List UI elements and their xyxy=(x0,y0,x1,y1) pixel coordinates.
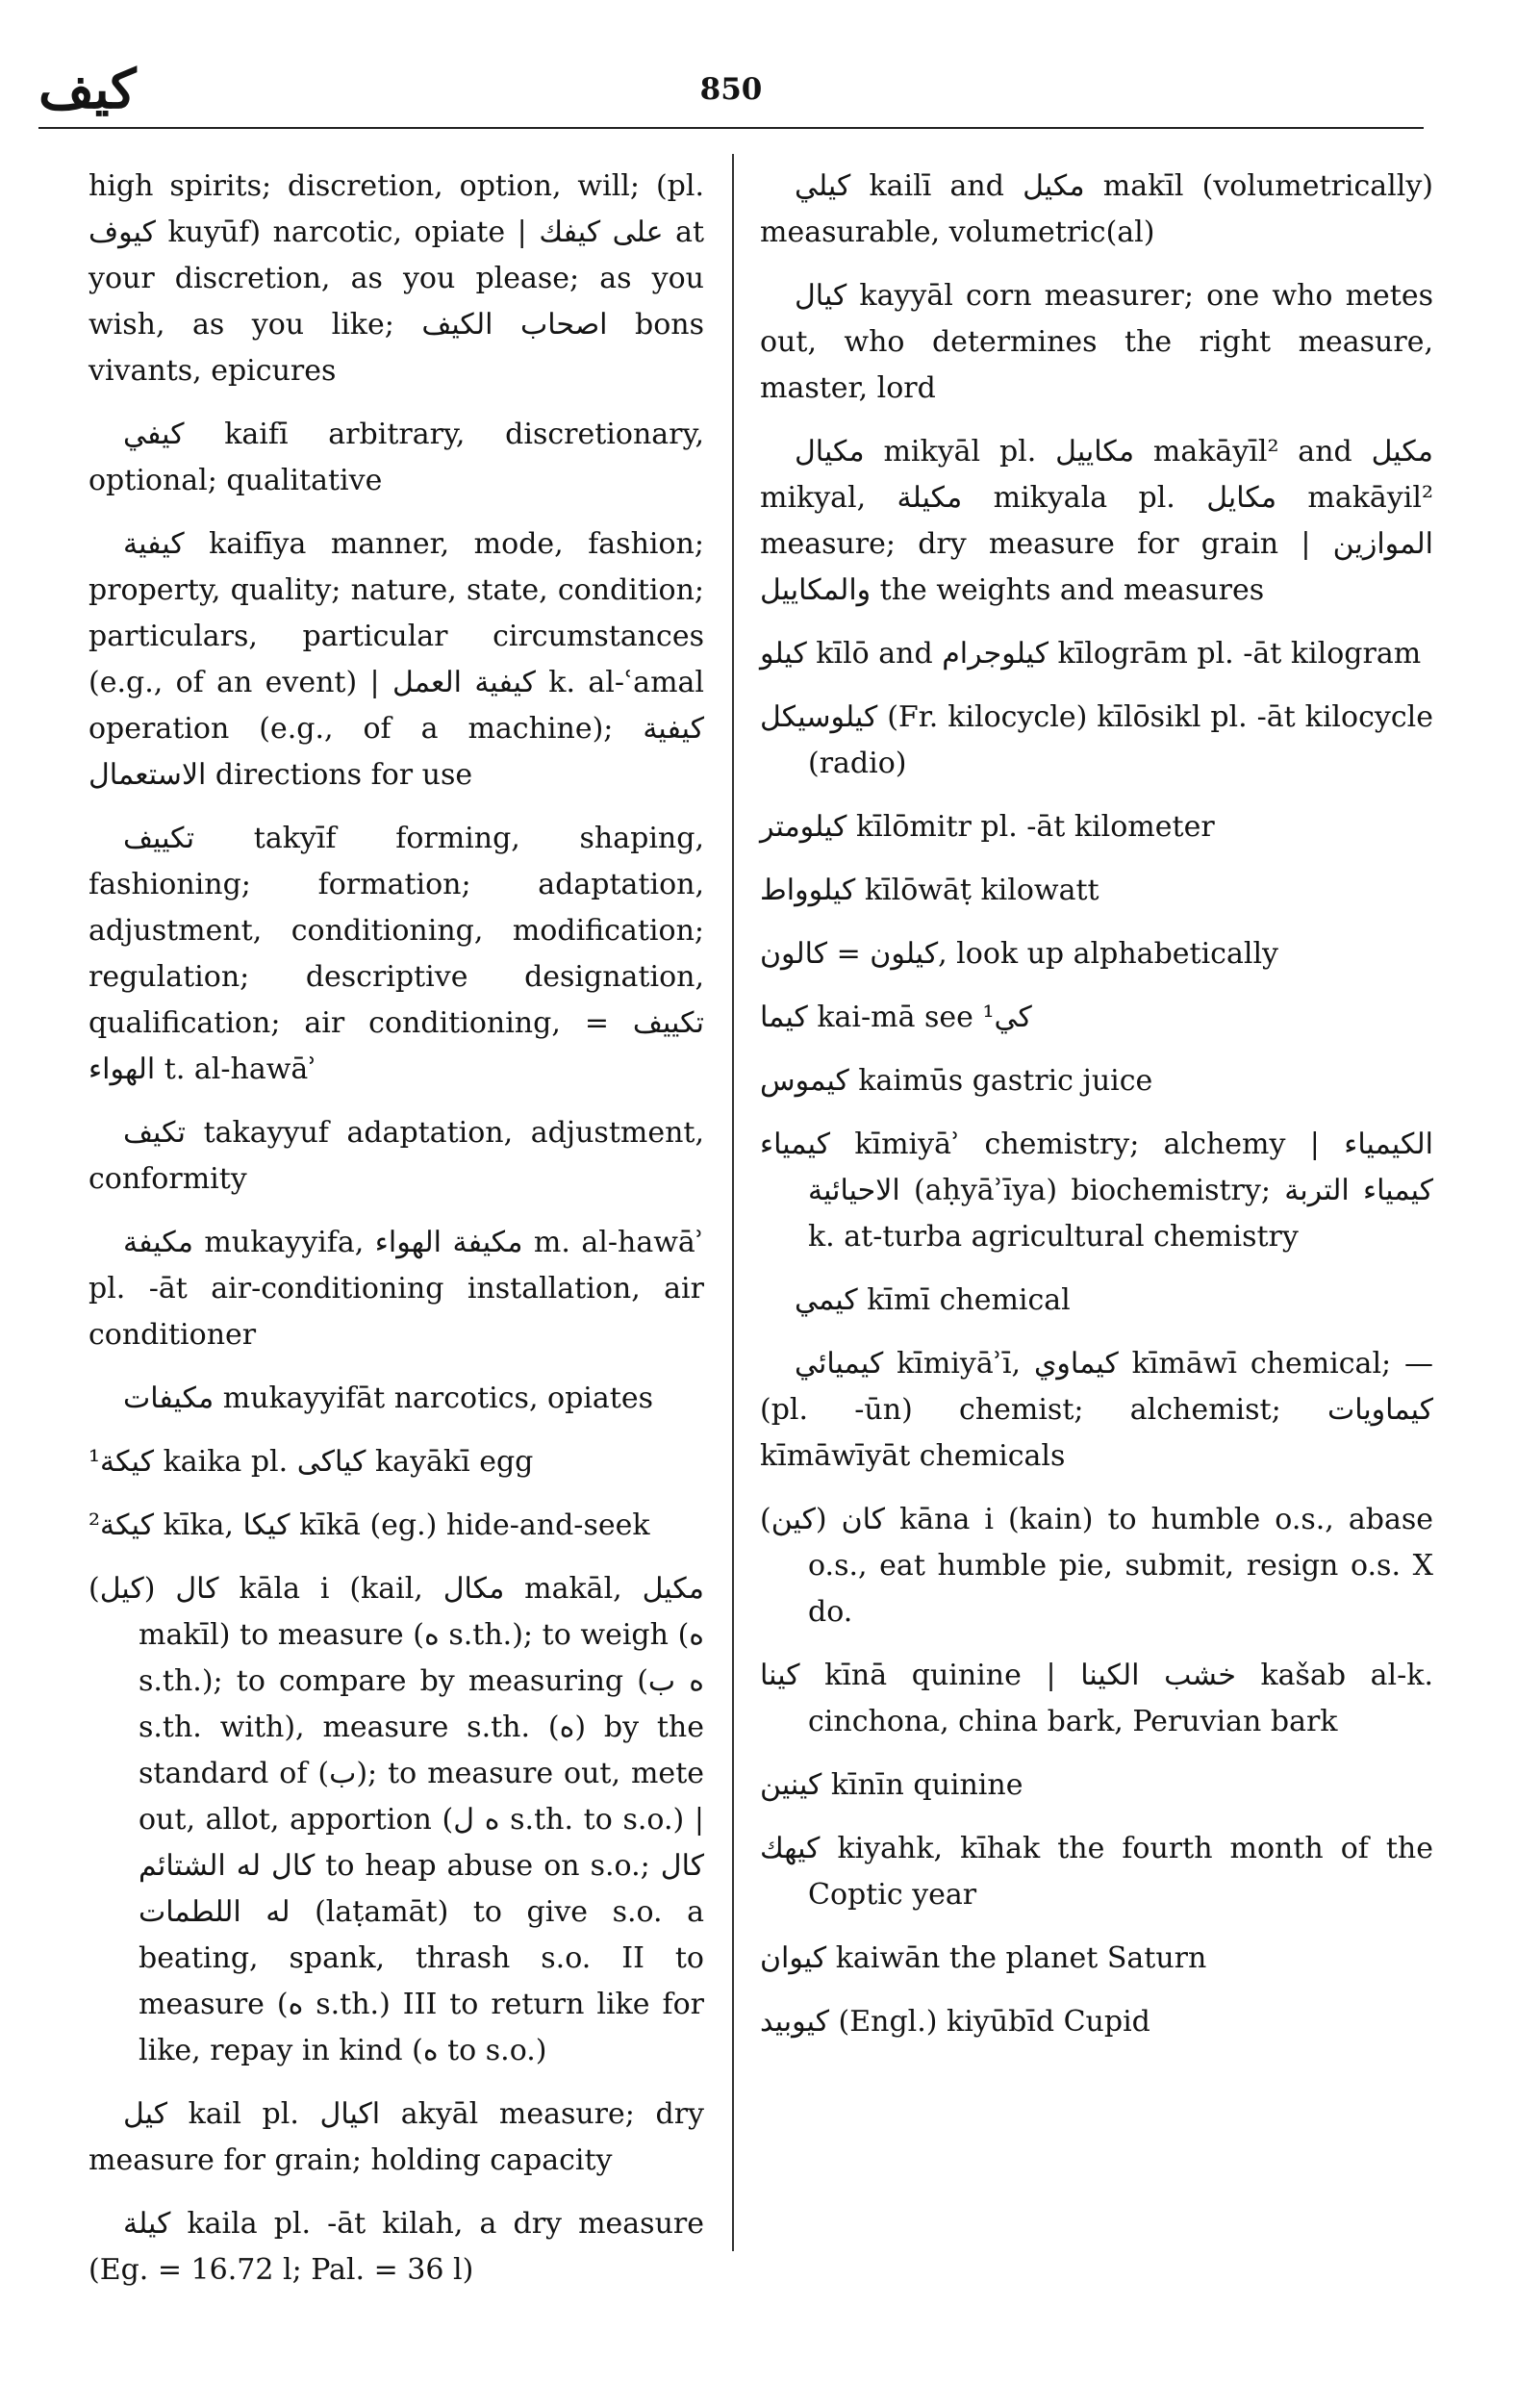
dictionary-entry: كيلو kīlō and كيلوجرام kīlogrām pl. -āt kilogram xyxy=(760,637,1422,671)
dictionary-entry: كيموس kaimūs gastric juice xyxy=(760,1064,1153,1098)
dictionary-entry: كيوبيد (Engl.) kiyūbīd Cupid xyxy=(760,2005,1150,2039)
dictionary-entry: كينين kīnīn quinine xyxy=(760,1768,1023,1802)
dictionary-entry: ¹كيكة kaika pl. كياكى kayākī egg xyxy=(88,1445,534,1479)
page-header xyxy=(38,50,1424,129)
dictionary-entry: كيلة kaila pl. -āt kilah, a dry measure (Eg. = 16.72 l; Pal. = 36 l) xyxy=(88,2207,704,2287)
dictionary-entry: مكيفات mukayyifāt narcotics, opiates xyxy=(123,1381,653,1415)
dictionary-entry: كيفي kaifī arbitrary, discretionary, optional; qualitative xyxy=(88,418,704,497)
dictionary-entry: كيلي kailī and مكيل makīl (volumetrically) measurable, volumetric(al) xyxy=(760,169,1434,249)
dictionary-entry: كال (كيل) kāla i (kail, مكال makāl, مكيل makīl) to measure (ه s.th.); to weigh (ه s.th.); to compare by measuring (ه ب s.th. with), measure s.th. (ه) by the standard of (ب); to measure out, mete out, allot, apportion (ه ل s.th. to s.o.) | كال له الشتائم to heap abuse on s.o.; كال له اللطمات (laṭamāt) to give s.o. a beating, spank, thrash s.o. II to measure (ه s.th.) III to return like for like, repay in kind (ه to s.o.) xyxy=(88,1572,705,2067)
dictionary-entry: كينا kīnā quinine | خشب الكينا kašab al-k. cinchona, china bark, Peruvian bark xyxy=(760,1659,1433,1738)
dictionary-entry: كان (كين) kāna i (kain) to humble o.s., abase o.s., eat humble pie, submit, resign o.s. X do. xyxy=(760,1503,1433,1629)
header-rule xyxy=(38,127,1424,129)
dictionary-entry: كيلون = كالون, look up alphabetically xyxy=(760,937,1279,971)
dictionary-entry: مكيفة mukayyifa, مكيفة الهواء m. al-hawāʾ pl. -āt air-conditioning installation, air conditioner xyxy=(88,1226,704,1352)
column-divider xyxy=(732,154,734,2251)
right-column xyxy=(760,164,1433,2063)
dictionary-entry: كيمي kīmī chemical xyxy=(795,1283,1071,1317)
left-column xyxy=(88,164,704,2311)
dictionary-entry: تكييف takyīf forming, shaping, fashioning; formation; adaptation, adjustment, conditioning, modification; regulation; descriptive designation, qualification; air conditioning, = تكييف الهواء t. al-hawāʾ xyxy=(88,822,704,1086)
dictionary-entry: كيهك kiyahk, kīhak the fourth month of the Coptic year xyxy=(760,1832,1433,1912)
header-headword: كيف xyxy=(38,58,137,121)
dictionary-entry: كيال kayyāl corn measurer; one who metes out, who determines the right measure, master, lord xyxy=(760,279,1433,405)
page-number: 850 xyxy=(699,72,763,107)
dictionary-entry: كيلومتر kīlōmitr pl. -āt kilometer xyxy=(760,810,1215,844)
dictionary-entry: كيفية kaifīya manner, mode, fashion; property, quality; nature, state, condition; particulars, particular circumstances (e.g., of an event) | كيفية العمل k. al-ʿamal operation (e.g., of a machine); كيفية الاستعمال directions for use xyxy=(88,527,704,792)
dictionary-entry: تكيف takayyuf adaptation, adjustment, conformity xyxy=(88,1116,704,1196)
dictionary-entry: كيلوسيكل (Fr. kilocycle) kīlōsikl pl. -āt kilocycle (radio) xyxy=(760,700,1433,780)
dictionary-entry: كيلوواط kīlōwāṭ kilowatt xyxy=(760,874,1099,907)
dictionary-entry: كيل kail pl. اكيال akyāl measure; dry measure for grain; holding capacity xyxy=(88,2097,704,2177)
dictionary-entry: كيميائي kīmiyāʾī, كيماوي kīmāwī chemical; — (pl. -ūn) chemist; alchemist; كيماويات kīmāwīyāt chemicals xyxy=(760,1347,1434,1473)
dictionary-entry: مكيال mikyāl pl. مكاييل makāyīl² and مكيل mikyal, مكيلة mikyala pl. مكايل makāyil² measure; dry measure for grain | الموازين والمكاييل the weights and measures xyxy=(760,435,1433,607)
dictionary-entry: كيمياء kīmiyāʾ chemistry; alchemy | الكيمياء الاحيائية (aḥyāʾīya) biochemistry; كيمياء التربة k. at-turba agricultural chemistry xyxy=(760,1128,1434,1254)
dictionary-entry: ²كيكة kīka, كيكا kīkā (eg.) hide-and-seek xyxy=(88,1508,650,1542)
dictionary-entry: كيوان kaiwān the planet Saturn xyxy=(760,1941,1207,1975)
dictionary-entry: high spirits; discretion, option, will; (pl. كيوف kuyūf) narcotic, opiate | على كيفك at your discretion, as you please; as you wish, as you like; اصحاب الكيف bons vivants, epicures xyxy=(88,169,705,388)
dictionary-entry: كيما kai-mā see ¹كي xyxy=(760,1001,1032,1034)
